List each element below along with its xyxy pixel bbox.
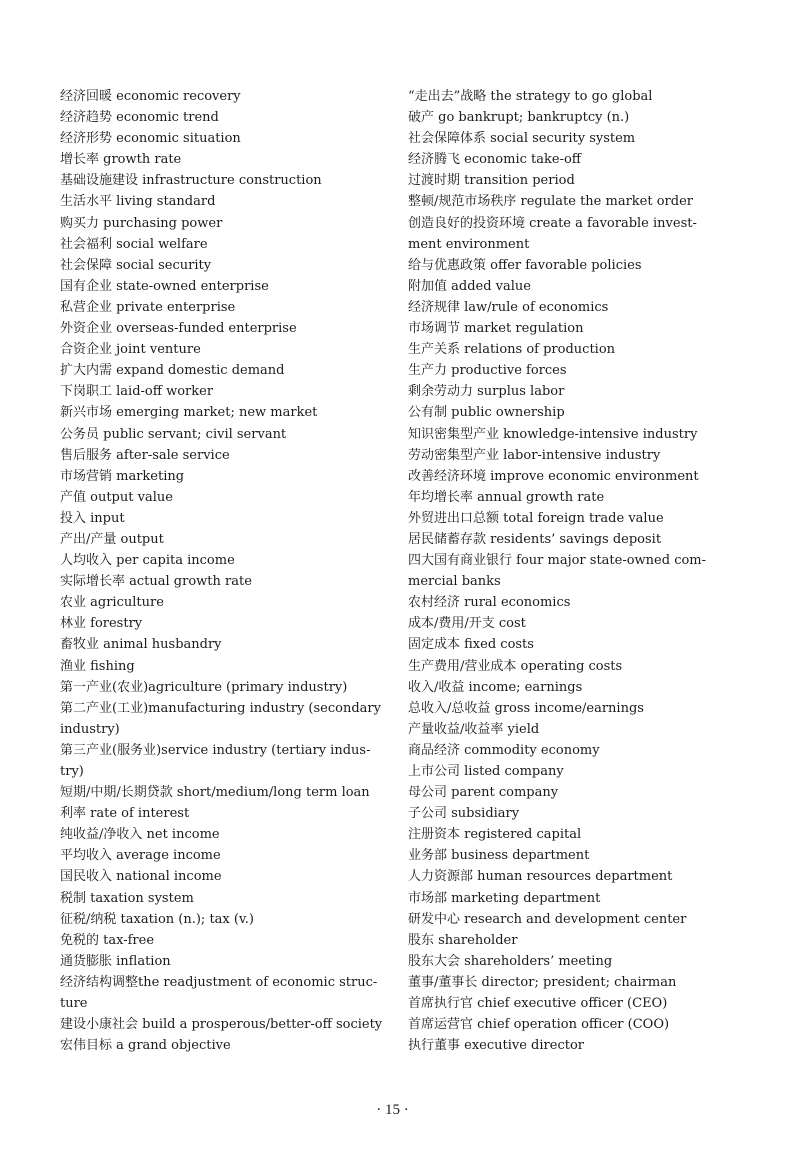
glossary-line: 经济结构调整the readjustment of economic struc- — [60, 974, 378, 990]
glossary-line: 市场营销 marketing — [60, 468, 185, 484]
glossary-line: 知识密集型产业 knowledge-intensive industry — [408, 426, 698, 442]
glossary-line: 整顿/规范市场秩序 regulate the market order — [408, 194, 693, 210]
glossary-line: 增长率 growth rate — [60, 152, 182, 168]
glossary-line: 外资企业 overseas-funded enterprise — [60, 321, 297, 337]
glossary-line: 税制 taxation system — [60, 890, 194, 906]
glossary-line: 破产 go bankrupt; bankruptcy (n.) — [408, 110, 630, 126]
glossary-line: 劳动密集型产业 labor-intensive industry — [408, 447, 661, 463]
glossary-line: 第三产业(服务业)service industry (tertiary indus- — [60, 742, 371, 758]
glossary-line: 研发中心 research and development center — [408, 911, 687, 927]
glossary-line: 首席执行官 chief executive officer (CEO) — [408, 996, 668, 1012]
glossary-line: 林业 forestry — [60, 616, 143, 632]
glossary-line: 给与优惠政策 offer favorable policies — [408, 257, 642, 273]
glossary-line: 基础设施建设 infrastructure construction — [60, 173, 322, 189]
glossary-line: 外贸进出口总额 total foreign trade value — [408, 510, 664, 526]
glossary-line: 收入/收益 income; earnings — [408, 679, 583, 695]
glossary-line: 人力资源部 human resources department — [408, 869, 673, 885]
glossary-line: 子公司 subsidiary — [408, 806, 520, 822]
glossary-line: 上市公司 listed company — [408, 764, 564, 779]
glossary-line: 通货膨胀 inflation — [60, 953, 171, 969]
glossary-line: 畜牧业 animal husbandry — [60, 637, 222, 653]
glossary-line: 过渡时期 transition period — [408, 173, 575, 189]
glossary-line: 首席运营官 chief operation officer (COO) — [408, 1017, 670, 1033]
glossary-line: 四大国有商业银行 four major state-owned com- — [408, 553, 707, 569]
glossary-line: 附加值 added value — [408, 278, 531, 294]
glossary-line: 扩大内需 expand domestic demand — [60, 363, 285, 379]
glossary-line: 经济回暖 economic recovery — [60, 89, 241, 104]
glossary-line: 平均收入 average income — [60, 848, 221, 864]
glossary-line: 股东 shareholder — [408, 932, 518, 948]
glossary-line: 生产力 productive forces — [408, 363, 567, 379]
page-number: · 15 · — [376, 1102, 409, 1118]
glossary-line: 国民收入 national income — [60, 869, 222, 885]
glossary-line: 宏伟目标 a grand objective — [60, 1038, 231, 1054]
glossary-line: 人均收入 per capita income — [60, 553, 235, 569]
glossary-line: 纯收益/净收入 net income — [60, 827, 220, 843]
glossary-line: 母公司 parent company — [408, 785, 559, 801]
glossary-line: 第一产业(农业)agriculture (primary industry) — [60, 679, 348, 695]
glossary-line: 产值 output value — [60, 489, 173, 505]
glossary-line: 渔业 fishing — [60, 658, 135, 674]
right-column — [408, 86, 734, 1056]
glossary-line: 经济腾飞 economic take-off — [408, 152, 582, 168]
glossary-line: 改善经济环境 improve economic environment — [408, 468, 699, 484]
glossary-line: 生产费用/营业成本 operating costs — [408, 658, 623, 674]
glossary-line: 产出/产量 output — [60, 531, 164, 547]
glossary-line: 创造良好的投资环境 create a favorable invest- — [408, 215, 697, 231]
glossary-line: 社会福利 social welfare — [60, 236, 208, 252]
glossary-line: 售后服务 after-sale service — [60, 447, 230, 463]
glossary-line: 第二产业(工业)manufacturing industry (secondary — [60, 700, 381, 716]
glossary-line: 征税/纳税 taxation (n.); tax (v.) — [60, 911, 254, 927]
glossary-line: 公有制 public ownership — [408, 405, 565, 421]
glossary-line: 建设小康社会 build a prosperous/better-off society — [60, 1017, 383, 1033]
glossary-line: 剩余劳动力 surplus labor — [408, 384, 565, 400]
glossary-line: 商品经济 commodity economy — [408, 742, 600, 758]
glossary-line: 国有企业 state-owned enterprise — [60, 278, 269, 294]
glossary-line: 董事/董事长 director; president; chairman — [408, 974, 677, 990]
glossary-line: industry) — [60, 721, 120, 737]
glossary-line: 合资企业 joint venture — [60, 342, 201, 358]
glossary-line: 免税的 tax-free — [60, 932, 155, 948]
glossary-line: 利率 rate of interest — [60, 806, 190, 822]
glossary-line: 社会保障 social security — [60, 257, 212, 273]
glossary-line: 业务部 business department — [408, 848, 590, 864]
glossary-line: 农村经济 rural economics — [408, 595, 571, 611]
glossary-line: 实际增长率 actual growth rate — [60, 574, 252, 590]
glossary-line: mercial banks — [408, 574, 501, 590]
glossary-line: 经济趋势 economic trend — [60, 110, 219, 126]
glossary-line: 总收入/总收益 gross income/earnings — [408, 700, 644, 716]
glossary-line: 短期/中期/长期贷款 short/medium/long term loan — [60, 785, 370, 801]
glossary-line: ment environment — [408, 236, 530, 252]
glossary-line: try) — [60, 764, 84, 779]
left-column — [60, 86, 386, 1056]
glossary-line: 生产关系 relations of production — [408, 342, 616, 358]
glossary-line: 投入 input — [60, 510, 125, 526]
glossary-line: 公务员 public servant; civil servant — [60, 426, 287, 442]
glossary-line: 居民储蓄存款 residents’ savings deposit — [408, 531, 662, 547]
glossary-line: 经济规律 law/rule of economics — [408, 299, 609, 315]
glossary-line: 农业 agriculture — [60, 595, 164, 611]
glossary-line: 经济形势 economic situation — [60, 131, 241, 147]
glossary-line: ture — [60, 996, 88, 1012]
glossary-line: 固定成本 fixed costs — [408, 637, 534, 653]
glossary-line: “走出去”战略 the strategy to go global — [408, 89, 653, 104]
glossary-line: 生活水平 living standard — [60, 194, 216, 210]
glossary-line: 社会保障体系 social security system — [408, 131, 636, 147]
glossary-line: 下岗职工 laid-off worker — [60, 384, 214, 400]
glossary-line: 执行董事 executive director — [408, 1038, 584, 1054]
glossary-line: 市场调节 market regulation — [408, 321, 584, 337]
glossary-line: 私营企业 private enterprise — [60, 299, 236, 315]
glossary-line: 注册资本 registered capital — [408, 827, 582, 843]
glossary-line: 股东大会 shareholders’ meeting — [408, 953, 613, 969]
glossary-line: 年均增长率 annual growth rate — [408, 489, 605, 505]
glossary-line: 购买力 purchasing power — [60, 215, 223, 231]
glossary-line: 新兴市场 emerging market; new market — [60, 405, 318, 421]
glossary-line: 市场部 marketing department — [408, 890, 601, 906]
glossary-line: 产量收益/收益率 yield — [408, 721, 540, 737]
glossary-line: 成本/费用/开支 cost — [408, 616, 526, 632]
